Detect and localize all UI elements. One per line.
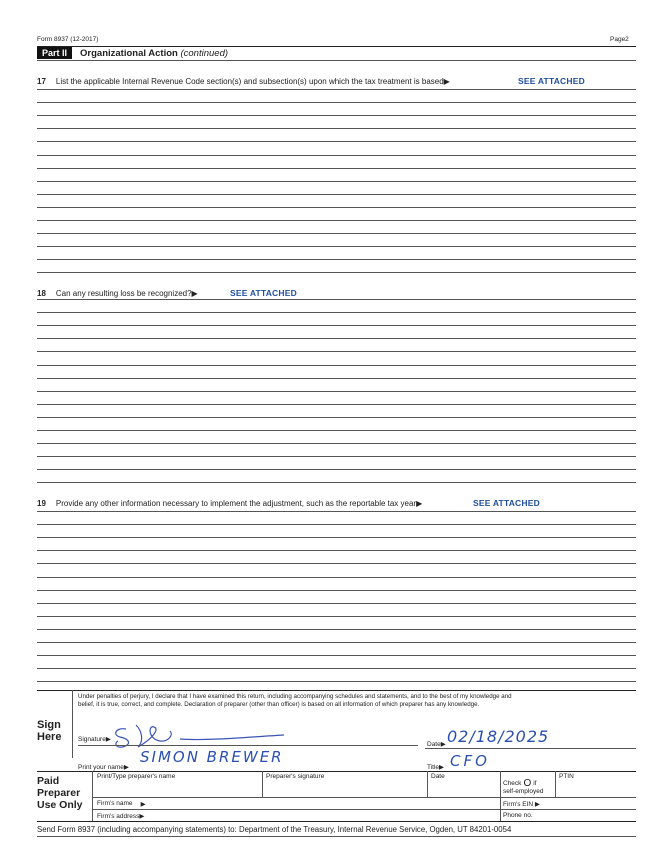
answer-17: SEE ATTACHED	[518, 76, 585, 86]
preparer-label-2: Preparer	[37, 787, 81, 799]
answer-line	[37, 511, 636, 512]
answer-line	[37, 299, 636, 300]
part-label: Part II	[37, 47, 72, 59]
perjury-statement	[78, 693, 634, 709]
answer-line	[37, 430, 636, 431]
preparer-top-rule	[37, 771, 636, 772]
answer-line	[37, 312, 636, 313]
self-employed-label: self-employed	[503, 788, 544, 795]
part-header	[37, 47, 228, 59]
answer-line	[37, 220, 636, 221]
firm-address-label: Firm's address▶	[97, 813, 145, 820]
answer-19: SEE ATTACHED	[473, 498, 540, 508]
sign-label	[37, 719, 61, 743]
check-if: if	[533, 780, 537, 787]
title-label: Title▶	[427, 764, 445, 771]
answer-line	[37, 351, 636, 352]
sign-divider	[72, 690, 73, 758]
answer-line	[37, 338, 636, 339]
answer-line	[37, 141, 636, 142]
answer-line	[37, 681, 636, 682]
preparer-label-1: Paid	[37, 775, 60, 787]
answer-line	[37, 246, 636, 247]
question-number: 18	[37, 289, 46, 298]
answer-line	[37, 524, 636, 525]
answer-line	[37, 417, 636, 418]
answer-line	[37, 642, 636, 643]
preparer-divider	[92, 771, 93, 821]
question-text: Can any resulting loss be recognized?▶	[55, 289, 198, 298]
part-title-text: Organizational Action	[80, 47, 178, 59]
sign-top-rule	[37, 690, 636, 691]
question-18	[37, 289, 198, 298]
perjury-line-2: belief, it is true, correct, and complete. Declaration of preparer (other than officer) is based on all information of which preparer has any knowledge.	[78, 701, 480, 708]
col-divider-3	[500, 771, 501, 821]
answer-18: SEE ATTACHED	[230, 288, 297, 298]
question-17	[37, 77, 450, 86]
question-text: Provide any other information necessary to implement the adjustment, such as the reportable tax year▶	[55, 499, 423, 508]
perjury-line-1: Under penalties of perjury, I declare that I have examined this return, including accompanying schedules and statements, and to the best of my knowledge and	[78, 693, 512, 700]
form-label: Form 8937 (12-2017)	[37, 36, 99, 43]
firm-name-row	[97, 800, 146, 808]
check-label: Check	[503, 780, 522, 787]
answer-line	[37, 668, 636, 669]
answer-line	[37, 325, 636, 326]
part-rule	[37, 60, 636, 61]
answer-line	[37, 233, 636, 234]
footer-text: Send Form 8937 (including accompanying statements) to: Department of the Treasury, Internal Revenue Service, Ogden, UT 84201-0054	[37, 825, 512, 834]
firm-name-label: Firm's name	[97, 800, 133, 807]
col-divider-2	[427, 771, 428, 797]
answer-line	[37, 391, 636, 392]
date-value: 02/18/2025	[447, 727, 550, 746]
sign-label-1: Sign	[37, 719, 61, 731]
answer-line	[37, 259, 636, 260]
answer-line	[37, 603, 636, 604]
signature-label: Signature▶	[78, 736, 111, 743]
answer-line	[37, 194, 636, 195]
part-title	[80, 48, 228, 59]
answer-line	[37, 563, 636, 564]
answer-line	[37, 102, 636, 103]
answer-line	[37, 207, 636, 208]
check-circle-icon[interactable]: O	[523, 778, 532, 789]
answer-line	[37, 404, 636, 405]
answer-line	[37, 443, 636, 444]
answer-line	[37, 168, 636, 169]
question-19	[37, 499, 422, 508]
question-text: List the applicable Internal Revenue Code section(s) and subsection(s) upon which the tax treatment is based▶	[55, 77, 450, 86]
answer-line	[37, 577, 636, 578]
answer-line	[37, 590, 636, 591]
answer-line	[37, 128, 636, 129]
preparer-sig-col: Preparer's signature	[266, 773, 325, 780]
answer-line	[37, 272, 636, 273]
answer-line	[37, 550, 636, 551]
firm-ein-label: Firm's EIN ▶	[503, 801, 540, 808]
answer-line	[37, 537, 636, 538]
title-value: CFO	[450, 752, 490, 770]
question-number: 17	[37, 77, 46, 86]
answer-line	[37, 469, 636, 470]
preparer-label	[37, 775, 83, 811]
date-line	[425, 748, 636, 749]
answer-line	[37, 115, 636, 116]
answer-line	[37, 181, 636, 182]
answer-line	[37, 365, 636, 366]
date-label: Date▶	[427, 741, 446, 748]
col-divider-4	[555, 771, 556, 797]
name-value: SIMON BREWER	[140, 748, 284, 766]
phone-label: Phone no.	[503, 812, 533, 819]
signature-line	[78, 745, 418, 746]
arrow-icon: ▶	[140, 801, 146, 808]
question-number: 19	[37, 499, 46, 508]
footer-top-rule	[37, 821, 636, 822]
name-label: Print your name▶	[78, 764, 129, 771]
answer-line	[37, 378, 636, 379]
answer-line	[37, 155, 636, 156]
answer-line	[37, 629, 636, 630]
answer-line	[37, 616, 636, 617]
answer-line	[37, 655, 636, 656]
preparer-date-col: Date	[431, 773, 445, 780]
answer-line	[37, 482, 636, 483]
firm-top-rule	[92, 797, 636, 798]
sign-label-2: Here	[37, 731, 62, 743]
page-label: Page2	[610, 36, 629, 43]
ptin-col: PTIN	[559, 773, 574, 780]
col-divider-1	[262, 771, 263, 797]
preparer-label-3: Use Only	[37, 799, 83, 811]
answer-line	[37, 89, 636, 90]
answer-line	[37, 456, 636, 457]
part-title-suffix: (continued)	[180, 47, 229, 59]
firm-mid-rule	[92, 809, 636, 810]
footer-bottom-rule	[37, 836, 636, 837]
preparer-name-col: Print/Type preparer's name	[97, 773, 176, 780]
